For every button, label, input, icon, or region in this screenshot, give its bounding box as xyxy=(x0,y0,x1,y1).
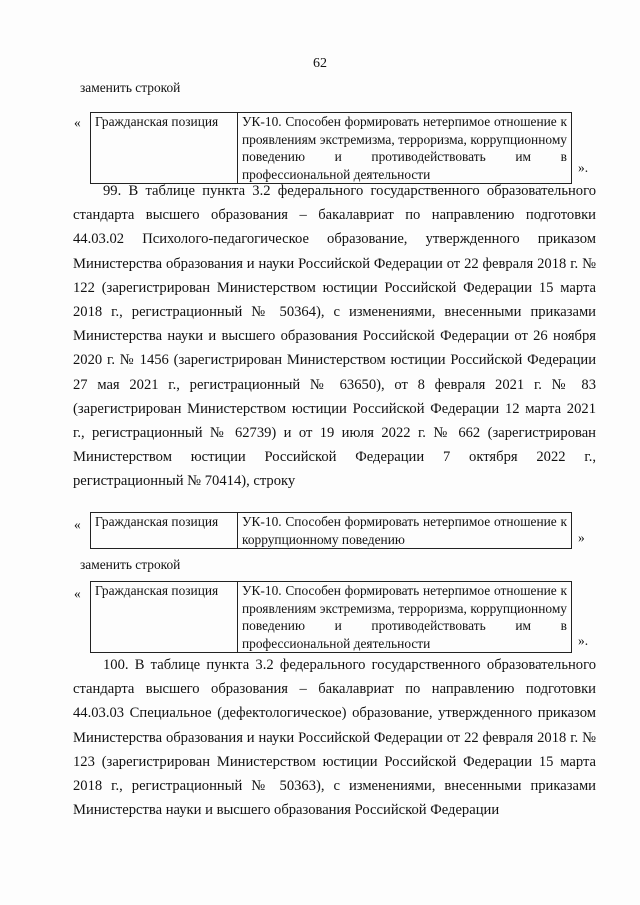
table-cell-competency-text: УК-10. Способен формировать нетерпимое отношение к проявлениям экстремизма, терроризма, коррупционному поведению и противодействовать им в профессиональной деятельности xyxy=(238,113,572,184)
open-quote-3: « xyxy=(74,586,81,601)
table-cell-competency-text: УК-10. Способен формировать нетерпимое отношение к коррупционному поведению xyxy=(238,513,572,549)
original-table-2 xyxy=(90,512,572,549)
open-quote-2: « xyxy=(74,517,81,532)
table-cell-competency-group: Гражданская позиция xyxy=(91,113,238,184)
paragraph-99: 99. В таблице пункта 3.2 федерального государственного образовательного стандарта высшего образования – бакалавриат по направлению подготовки 44.03.02 Психолого-педагогическое образование, утвержденного приказом Министерства образования и науки Российской Федерации от 22 февраля 2018 г. № 122 (зарегистрирован Министерством юстиции Российской Федерации 15 марта 2018 г., регистрационный № 50364), с изменениями, внесенными приказами Министерства науки и высшего образования Российской Федерации от 26 ноября 2020 г. № 1456 (зарегистрирован Министерством юстиции Российской Федерации 27 мая 2021 г., регистрационный № 63650), от 8 февраля 2021 г. № 83 (зарегистрирован Министерством юстиции Российской Федерации 12 марта 2021 г., регистрационный № 62739) и от 19 июля 2022 г. № 662 (зарегистрирован Министерством юстиции Российской Федерации 7 октября 2022 г., регистрационный № 70414), строку xyxy=(73,183,596,490)
table-row xyxy=(91,582,572,653)
close-quote-2: » xyxy=(578,530,585,545)
replace-with-line-1: заменить строкой xyxy=(80,80,181,95)
close-quote-3: ». xyxy=(578,633,589,648)
table-cell-competency-text: УК-10. Способен формировать нетерпимое отношение к проявлениям экстремизма, терроризма, коррупционному поведению и противодействовать им в профессиональной деятельности xyxy=(238,582,572,653)
close-quote-1: ». xyxy=(578,160,589,175)
table-row xyxy=(91,113,572,184)
replacement-table-1 xyxy=(90,112,572,184)
table-row xyxy=(91,513,572,549)
page-number: 62 xyxy=(313,56,327,71)
replacement-table-3 xyxy=(90,581,572,653)
table-cell-competency-group: Гражданская позиция xyxy=(91,513,238,549)
paragraph-100: 100. В таблице пункта 3.2 федерального государственного образовательного стандарта высшего образования – бакалавриат по направлению подготовки 44.03.03 Специальное (дефектологическое) образование, утвержденного приказом Министерства образования и науки Российской Федерации от 22 февраля 2018 г. № 123 (зарегистрирован Министерством юстиции Российской Федерации 15 марта 2018 г., регистрационный № 50363), с изменениями, внесенными приказами Министерства науки и высшего образования Российской Федерации xyxy=(73,657,596,819)
replace-with-line-2: заменить строкой xyxy=(80,557,181,572)
table-cell-competency-group: Гражданская позиция xyxy=(91,582,238,653)
open-quote-1: « xyxy=(74,115,81,130)
